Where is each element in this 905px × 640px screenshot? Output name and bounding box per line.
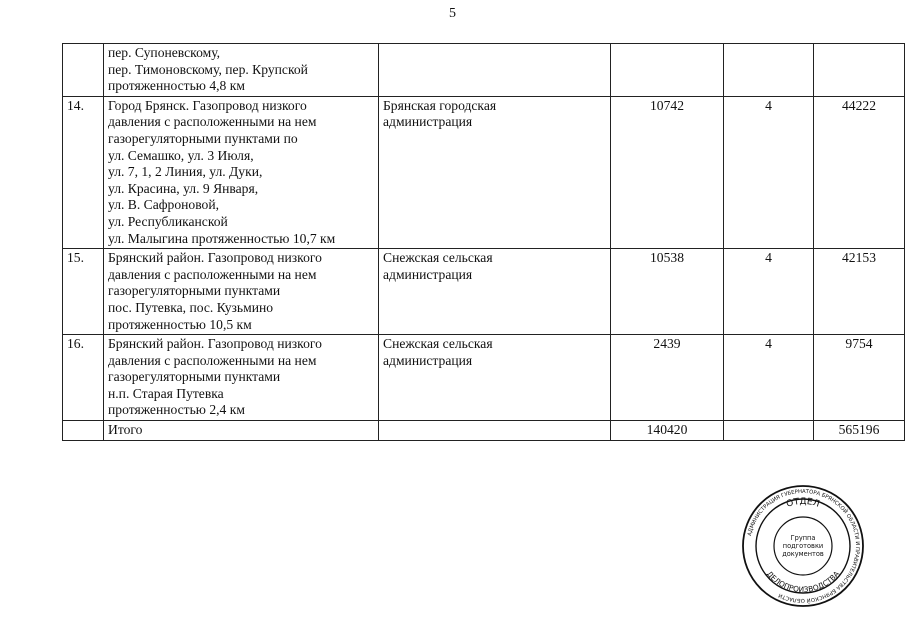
row-number-cell: 14.: [63, 96, 104, 248]
stamp-dept-top: ОТДЕЛ: [785, 496, 821, 510]
total-row: [63, 421, 905, 441]
organization-line: администрация: [383, 352, 473, 368]
value-c-cell: 44222: [814, 96, 905, 248]
description-cell: [104, 96, 379, 248]
total-value-b-cell: [724, 421, 814, 441]
description-line: протяженностью 10,5 км: [108, 316, 252, 332]
total-label-cell: Итого: [104, 421, 379, 441]
organization-line: администрация: [383, 114, 473, 130]
description-line: ул. В. Сафроновой,: [108, 197, 220, 213]
organization-line: Брянская городская: [383, 97, 497, 113]
organization-line: администрация: [383, 266, 473, 282]
description-cell: [104, 44, 379, 97]
description-line: давления с расположенными на нем: [108, 352, 317, 368]
description-line: пос. Путевка, пос. Кузьмино: [108, 299, 274, 315]
table-row: [63, 44, 905, 97]
description-line: пер. Супоневскому,: [108, 45, 221, 60]
description-line: ул. Малыгина протяженностью 10,7 км: [108, 230, 336, 246]
value-a-cell: [611, 44, 724, 97]
row-number-cell: 15.: [63, 249, 104, 335]
organization-cell: [379, 249, 611, 335]
table-row: [63, 249, 905, 335]
description-line: пер. Тимоновскому, пер. Крупской: [108, 61, 308, 77]
value-a-cell: 2439: [611, 335, 724, 421]
value-b-cell: 4: [724, 335, 814, 421]
organization-cell: [379, 44, 611, 97]
description-line: газорегуляторными пунктами: [108, 369, 281, 385]
row-number-cell: [63, 44, 104, 97]
department-stamp: [741, 484, 865, 608]
description-cell: [104, 335, 379, 421]
description-line: протяженностью 2,4 км: [108, 402, 245, 418]
page-number: 5: [449, 6, 456, 21]
description-line: протяженностью 4,8 км: [108, 78, 245, 94]
value-b-cell: 4: [724, 249, 814, 335]
table-row: [63, 335, 905, 421]
gas-pipeline-table: [62, 43, 905, 441]
row-number-cell: 16.: [63, 335, 104, 421]
description-line: Брянский район. Газопровод низкого: [108, 336, 322, 352]
value-a-cell: 10538: [611, 249, 724, 335]
stamp-inner-line-2: подготовки: [782, 542, 824, 550]
description-line: давления с расположенными на нем: [108, 114, 317, 130]
stamp-dept-bottom: ДЕЛОПРОИЗВОДСТВА: [764, 569, 842, 595]
description-line: давления с расположенными на нем: [108, 266, 317, 282]
description-line: газорегуляторными пунктами: [108, 283, 281, 299]
value-c-cell: [814, 44, 905, 97]
stamp-inner-line-3: документов: [782, 550, 824, 558]
description-line: ул. 7, 1, 2 Линия, ул. Дуки,: [108, 164, 263, 180]
stamp-inner-line-1: Группа: [790, 534, 816, 542]
total-value-a-cell: 140420: [611, 421, 724, 441]
total-value-c-cell: 565196: [814, 421, 905, 441]
total-organization-cell: [379, 421, 611, 441]
description-cell: [104, 249, 379, 335]
organization-line: Снежская сельская: [383, 336, 493, 352]
description-line: н.п. Старая Путевка: [108, 385, 224, 401]
organization-cell: [379, 335, 611, 421]
value-b-cell: 4: [724, 96, 814, 248]
value-a-cell: 10742: [611, 96, 724, 248]
description-line: Брянский район. Газопровод низкого: [108, 250, 322, 266]
organization-line: Снежская сельская: [383, 250, 493, 266]
value-c-cell: 9754: [814, 335, 905, 421]
stamp-outer-text: АДМИНИСТРАЦИЯ ГУБЕРНАТОРА БРЯНСКОЙ ОБЛАСТИ И ПРАВИТЕЛЬСТВА БРЯНСКОЙ ОБЛАСТИ: [746, 488, 861, 604]
description-line: ул. Красина, ул. 9 Января,: [108, 180, 259, 196]
total-number-cell: [63, 421, 104, 441]
description-line: газорегуляторными пунктами по: [108, 130, 298, 146]
description-line: Город Брянск. Газопровод низкого: [108, 97, 307, 113]
value-c-cell: 42153: [814, 249, 905, 335]
table-row: [63, 96, 905, 248]
description-line: ул. Семашко, ул. 3 Июля,: [108, 147, 254, 163]
organization-cell: [379, 96, 611, 248]
description-line: ул. Республиканской: [108, 213, 228, 229]
value-b-cell: [724, 44, 814, 97]
